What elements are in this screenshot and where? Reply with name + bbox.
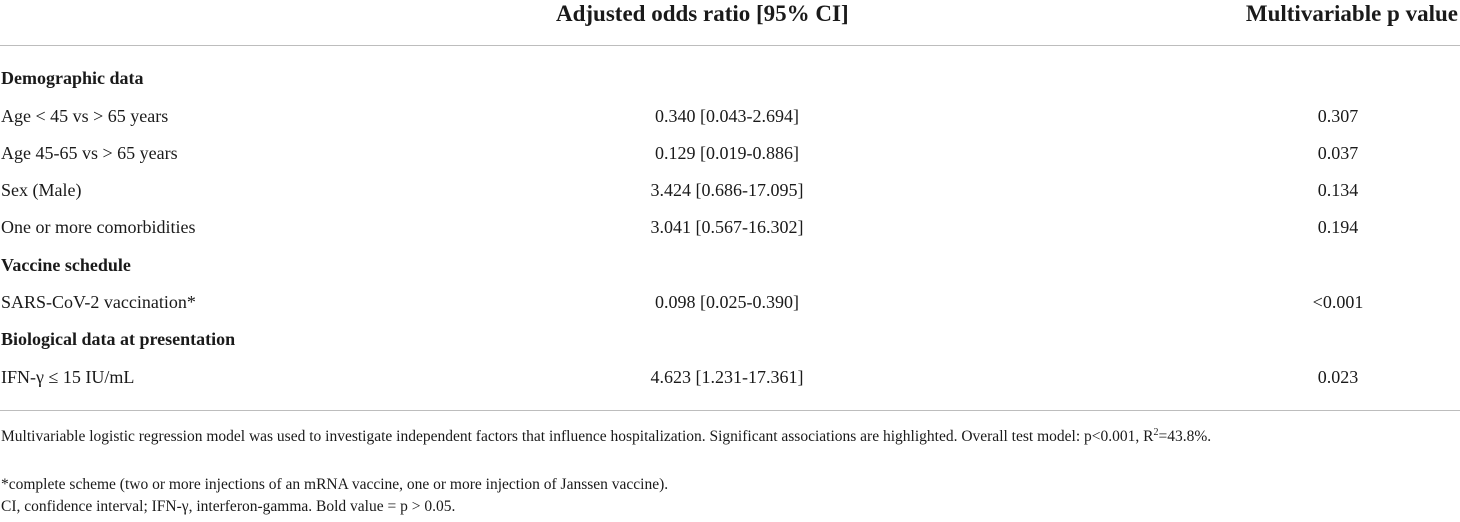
adjusted-odds-ratio-value: 3.041 [0.567-16.302] <box>650 217 804 237</box>
p-value: 0.194 <box>1317 217 1359 237</box>
column-header-adjusted-odds-ratio: Adjusted odds ratio [95% CI] <box>556 1 849 26</box>
footnote-model-superscript: 2 <box>1153 426 1159 438</box>
row-label: Age 45-65 vs > 65 years <box>1 143 178 163</box>
p-value: 0.134 <box>1317 180 1359 200</box>
footnote-model-text: Multivariable logistic regression model was used to investigate independent factors that influence hospitalization. Significant associations are highlighted. Overall test model: p<0.001, R <box>1 428 1154 445</box>
section-row-biological-data <box>0 328 1460 365</box>
table-row-comorbidities <box>0 216 1460 253</box>
section-row-vaccine-schedule <box>0 254 1460 291</box>
footer-divider <box>0 410 1460 411</box>
row-label: Age < 45 vs > 65 years <box>1 106 169 126</box>
p-value: 0.307 <box>1317 106 1359 126</box>
section-row-demographic-data <box>0 67 1460 104</box>
table-row-sex-male <box>0 179 1460 216</box>
row-label: IFN-γ ≤ 15 IU/mL <box>1 367 135 387</box>
row-label: SARS-CoV-2 vaccination* <box>1 292 196 312</box>
p-value: 0.023 <box>1317 367 1359 387</box>
column-header-multivariable-p-value: Multivariable p value <box>1245 1 1458 26</box>
footnote-model-result: =43.8%. <box>1158 428 1212 445</box>
row-label: Biological data at presentation <box>1 329 236 349</box>
footnote-complete-scheme: *complete scheme (two or more injections of an mRNA vaccine, one or more injection of Janssen vaccine). <box>1 476 669 493</box>
adjusted-odds-ratio-value: 0.098 [0.025-0.390] <box>655 292 799 312</box>
row-label: Vaccine schedule <box>1 255 131 275</box>
p-value: <0.001 <box>1312 292 1364 312</box>
p-value: 0.037 <box>1317 143 1359 163</box>
adjusted-odds-ratio-value: 4.623 [1.231-17.361] <box>650 367 804 387</box>
table-row-age-under-45 <box>0 105 1460 142</box>
adjusted-odds-ratio-value: 3.424 [0.686-17.095] <box>650 180 804 200</box>
table-row-sars-cov-2-vaccination <box>0 291 1460 328</box>
row-label: Demographic data <box>1 68 144 88</box>
adjusted-odds-ratio-value: 0.340 [0.043-2.694] <box>655 106 799 126</box>
table-row-ifn-gamma <box>0 366 1460 403</box>
footnote-abbreviations: CI, confidence interval; IFN-γ, interferon-gamma. Bold value = p > 0.05. <box>1 498 456 515</box>
table-row-age-45-65 <box>0 142 1460 179</box>
row-label: One or more comorbidities <box>1 217 196 237</box>
footnote-model <box>1 426 1459 447</box>
adjusted-odds-ratio-value: 0.129 [0.019-0.886] <box>655 143 799 163</box>
row-label: Sex (Male) <box>1 180 82 200</box>
header-divider <box>0 45 1460 46</box>
